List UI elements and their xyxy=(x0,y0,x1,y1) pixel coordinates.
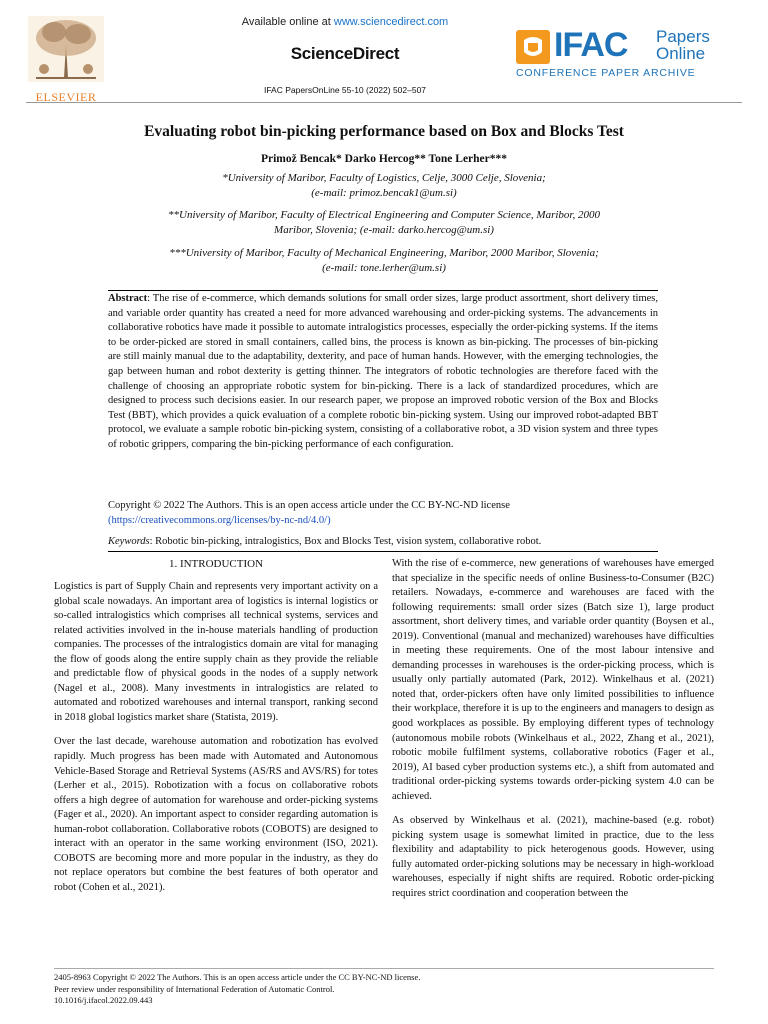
section-heading-introduction: 1. INTRODUCTION xyxy=(168,558,264,570)
keywords-label: Keywords xyxy=(108,536,150,547)
footer-peer-review: Peer review under responsibility of International Federation of Automatic Control. xyxy=(54,983,335,994)
abstract-block xyxy=(108,290,658,453)
copyright-notice xyxy=(108,499,658,528)
elsevier-logo[interactable] xyxy=(26,14,106,104)
keywords-text: : Robotic bin-picking, intralogistics, Box and Blocks Test, vision system, collaborative robot. xyxy=(149,536,542,547)
left-column xyxy=(54,580,378,905)
keywords-block xyxy=(108,535,658,552)
available-prefix: Available online at xyxy=(241,16,334,28)
affiliation-email[interactable]: (e-mail: primoz.bencak1@um.si) xyxy=(311,187,457,199)
ifac-papers: Papers xyxy=(656,27,710,46)
elsevier-wordmark: ELSEVIER xyxy=(35,90,97,104)
elsevier-tree-icon xyxy=(26,14,106,84)
body-paragraph: As observed by Winkelhaus et al. (2021), machine-based (e.g. robot) picking system usage is somewhat limited in practice, due to the less flexibility and adaptability to pick heterogenous goods. However, using fully automated order-picking solutions may be necessary in high-workload warehouses, especially if night shifts are required. Robotic order-picking requires strict coordination and cooperation between the xyxy=(392,815,714,900)
journal-reference: IFAC PapersOnLine 55-10 (2022) 502–507 xyxy=(263,85,427,95)
available-online xyxy=(200,16,490,28)
affiliation-line: ***University of Maribor, Faculty of Mechanical Engineering, Maribor, 2000 Maribor, Slovenia; xyxy=(169,247,599,259)
footer-copyright: 2405-8963 Copyright © 2022 The Authors. This is an open access article under the CC BY-NC-ND license. xyxy=(54,972,421,982)
affiliation-email[interactable]: Maribor, Slovenia; (e-mail: darko.hercog@um.si) xyxy=(274,224,494,236)
ifac-papersonline-logo[interactable] xyxy=(516,28,726,84)
body-paragraph: With the rise of e-commerce, new generations of warehouses have emerged that specialize in the specific needs of online Business-to-Consumer (B2C) retailers. Nowadays, e-commerce and warehouses are faced with the following requirements: small order sizes (Batch size 1), large product assortment, short delivery times, and variable order quantity (Boysen et al., 2019). Conventional (manual and mechanized) warehouses have difficulties in meeting these requirements. One of the most labour intensive and demanding processes in warehouses is the order-picking process, which is usually only partially automated (Park, 2012). Winkelhaus et al. (2021) noted that, order-pickers often have only limited possibilities to influence their workplace, therefore it is up to the engineers and managers to design as good workplaces as possible. By employing different types of technology (autonomous mobile robots (Winkelhaus et al., 2022, Zhang et al., 2021), robotic mobile fulfilment systems, collaborative robotics (Fager et al., 2019), AI based cyber production systems etc.), a shift from automated and traditional order-picking systems towards order-picking system 4.0 can be achieved. xyxy=(392,558,714,802)
footer-doi-link[interactable]: 10.1016/j.ifacol.2022.09.443 xyxy=(54,995,153,1005)
page-footer xyxy=(54,968,714,1007)
right-column xyxy=(392,557,714,902)
affiliation-line: *University of Maribor, Faculty of Logistics, Celje, 3000 Celje, Slovenia; xyxy=(222,172,546,184)
sciencedirect-wordmark[interactable]: ScienceDirect xyxy=(290,44,400,63)
author-list: Primož Bencak* Darko Hercog** Tone Lerher*** xyxy=(260,153,508,165)
license-link[interactable]: (https://creativecommons.org/licenses/by-nc-nd/4.0/) xyxy=(108,514,331,526)
affiliation-email[interactable]: (e-mail: tone.lerher@um.si) xyxy=(322,262,446,274)
affiliation-1 xyxy=(30,171,738,201)
ifac-archive-label: CONFERENCE PAPER ARCHIVE xyxy=(516,67,696,79)
sciencedirect-url-link[interactable]: www.sciencedirect.com xyxy=(333,16,449,28)
copyright-text: Copyright © 2022 The Authors. This is an open access article under the CC BY-NC-ND license xyxy=(108,500,510,511)
ifac-mark: IFAC xyxy=(554,26,628,64)
body-paragraph: Over the last decade, warehouse automation and robotization has evolved rapidly. Much progress has been made with Automated and Autonomous Vehicle-Based Storage and Retrieval Systems (AS/RS and AVS/RS) for totes (Lerher et al., 2015). Robotization with a focus on collaborative robots offers a high degree of automation for warehouse and order-picking systems (Fager et al., 2020). An important aspect to consider regarding automation is human-robot collaboration. Collaborative robots (COBOTS) are designed to interact with an operator in the same working environment (ISO, 2021). COBOTS are becoming more and more popular in the industry, as they do not replace operators but combine the best features of both operator and robot (Cohen et al., 2021). xyxy=(54,736,378,893)
body-paragraph: Logistics is part of Supply Chain and represents very important activity on a global scale nowadays. An important area of logistics is internal logistics or so-called intralogistics which comprises all technical systems, services and related activities involved in the in-house materials handling of production companies. The processes of the intralogistics domain are vital for managing the flow of goods along the entire supply chain as they provide the reliable and predictable flow of physical goods in the nodes of a supply network (Nagel et al., 2008). Many investments in intralogistics are related to automated and robotized warehouses and internal transport, ranking second in 2018 global logistics market share (Statista, 2019). xyxy=(54,581,378,723)
abstract-label: Abstract xyxy=(108,293,148,304)
paper-title: Evaluating robot bin-picking performance based on Box and Blocks Test xyxy=(144,123,624,140)
affiliation-2 xyxy=(30,208,738,238)
header-divider xyxy=(26,102,742,103)
affiliation-line: **University of Maribor, Faculty of Electrical Engineering and Computer Science, Maribor, 2000 xyxy=(168,209,600,221)
ifac-emblem-icon xyxy=(516,30,550,64)
ifac-online: Online xyxy=(656,44,706,63)
abstract-text: : The rise of e-commerce, which demands solutions for small order sizes, large product assortment, short delivery times, and variable order quantity has created a need for more advanced warehousing and order-picking systems. The advancements in collaborative robotics have made it possible to automate intralogistics processes, especially the order-picking systems. If the items to be order-picked are stored in small containers, called bins, the process is known as bin-picking. The processes of bin-picking are still mainly manual due to the adaptability, dexterity, and pace of human hands. However, with the emerging technologies, the gap between human and robot dexterity is getting thinner. The integrators of robotic technologies are therefore faced with the challenge of choosing an appropriate robotic system for bin-picking. There is a lack of standardized procedures, which are designed to process such decisions easier. In our research paper, we propose an improved robotic version of the Box and Blocks Test (BBT), which provides a quick evaluation of a complete robotic bin-picking system. Using our improved robot-adapted BBT protocol, we evaluate a sample robotic bin-picking system, consisting of a collaborative robot, a 3D vision system and three types of robotic grippers, comparing the bin-picking performance of each configuration. xyxy=(108,293,658,450)
affiliation-3 xyxy=(30,246,738,276)
